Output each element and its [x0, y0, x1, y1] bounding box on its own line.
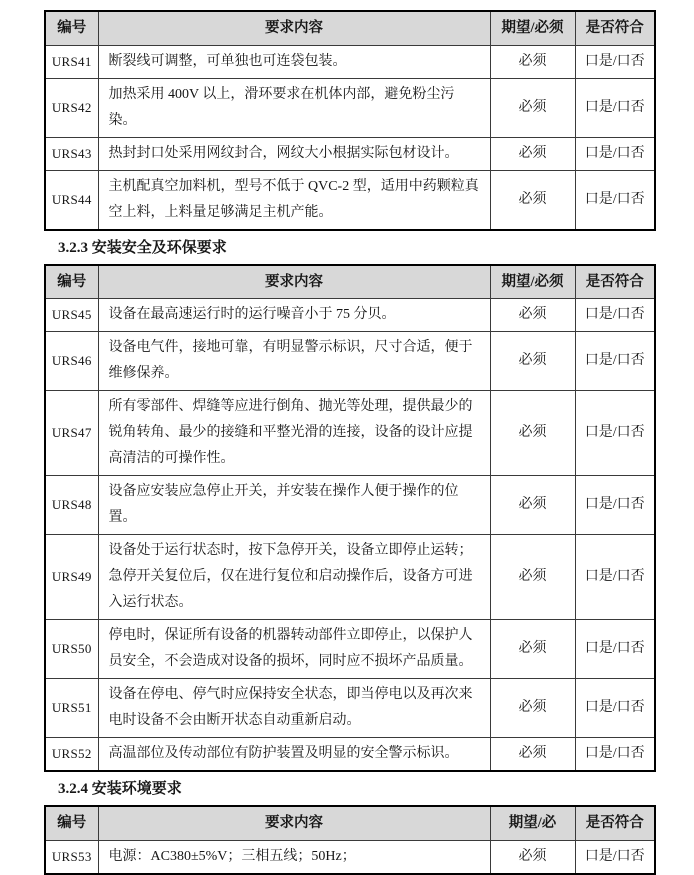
mandatory-value: 必须: [490, 391, 575, 476]
mandatory-value: 必须: [490, 45, 575, 78]
header-compliance: 是否符合: [575, 11, 655, 45]
compliance-options: 口是/口否: [575, 170, 655, 230]
compliance-options: 口是/口否: [575, 299, 655, 332]
mandatory-value: 必须: [490, 679, 575, 738]
compliance-options: 口是/口否: [575, 620, 655, 679]
requirement-id: URS53: [45, 840, 98, 874]
requirement-content: 电源：AC380±5%V；三相五线；50Hz；: [98, 840, 490, 874]
mandatory-value: 必须: [490, 840, 575, 874]
requirement-content: 主机配真空加料机，型号不低于 QVC-2 型，适用中药颗粒真空上料，上料量足够满足主机产能。: [98, 170, 490, 230]
urs-table-safety-environment: [44, 264, 656, 773]
section-heading-323: 3.2.3 安装安全及环保要求: [58, 239, 227, 256]
mandatory-value: 必须: [490, 78, 575, 137]
requirement-id: URS47: [45, 391, 98, 476]
requirement-id: URS46: [45, 332, 98, 391]
header-compliance: 是否符合: [575, 806, 655, 840]
header-content: 要求内容: [98, 806, 490, 840]
requirement-content: 热封封口处采用网纹封合，网纹大小根据实际包材设计。: [98, 137, 490, 170]
header-mandatory: 期望/必: [490, 806, 575, 840]
compliance-options: 口是/口否: [575, 840, 655, 874]
requirement-id: URS50: [45, 620, 98, 679]
requirement-id: URS45: [45, 299, 98, 332]
table-row: [45, 535, 655, 620]
requirement-id: URS52: [45, 738, 98, 772]
table-row: [45, 299, 655, 332]
mandatory-value: 必须: [490, 620, 575, 679]
requirement-content: 设备应安装应急停止开关，并安装在操作人便于操作的位置。: [98, 476, 490, 535]
header-content: 要求内容: [98, 11, 490, 45]
table-row: [45, 332, 655, 391]
requirement-content: 加热采用 400V 以上，滑环要求在机体内部，避免粉尘污染。: [98, 78, 490, 137]
urs-table-installation-environment: [44, 805, 656, 875]
requirement-content: 设备处于运行状态时，按下急停开关，设备立即停止运转；急停开关复位后，仅在进行复位和启动操作后，设备方可进入运行状态。: [98, 535, 490, 620]
header-mandatory: 期望/必须: [490, 11, 575, 45]
table-row: [45, 738, 655, 772]
requirement-content: 设备在停电、停气时应保持安全状态，即当停电以及再次来电时设备不会由断开状态自动重新启动。: [98, 679, 490, 738]
table-row: [45, 78, 655, 137]
table-row: [45, 620, 655, 679]
compliance-options: 口是/口否: [575, 45, 655, 78]
table-header-row: [45, 806, 655, 840]
header-id: 编号: [45, 265, 98, 299]
header-id: 编号: [45, 806, 98, 840]
header-mandatory: 期望/必须: [490, 265, 575, 299]
requirement-content: 高温部位及传动部位有防护装置及明显的安全警示标识。: [98, 738, 490, 772]
compliance-options: 口是/口否: [575, 137, 655, 170]
compliance-options: 口是/口否: [575, 535, 655, 620]
header-content: 要求内容: [98, 265, 490, 299]
table-row: [45, 476, 655, 535]
section-heading-324: 3.2.4 安装环境要求: [58, 781, 182, 797]
compliance-options: 口是/口否: [575, 391, 655, 476]
requirement-content: 停电时，保证所有设备的机器转动部件立即停止，以保护人员安全，不会造成对设备的损坏，同时应不损坏产品质量。: [98, 620, 490, 679]
compliance-options: 口是/口否: [575, 738, 655, 772]
table-row: [45, 391, 655, 476]
header-compliance: 是否符合: [575, 265, 655, 299]
mandatory-value: 必须: [490, 170, 575, 230]
requirement-id: URS43: [45, 137, 98, 170]
compliance-options: 口是/口否: [575, 476, 655, 535]
table-header-row: [45, 265, 655, 299]
table-header-row: [45, 11, 655, 45]
compliance-options: 口是/口否: [575, 332, 655, 391]
compliance-options: 口是/口否: [575, 78, 655, 137]
requirement-content: 设备电气件，接地可靠，有明显警示标识，尺寸合适，便于维修保养。: [98, 332, 490, 391]
requirement-id: URS51: [45, 679, 98, 738]
requirement-id: URS48: [45, 476, 98, 535]
mandatory-value: 必须: [490, 738, 575, 772]
urs-table-machine-requirements: [44, 10, 656, 231]
requirement-content: 断裂线可调整，可单独也可连袋包装。: [98, 45, 490, 78]
requirement-id: URS42: [45, 78, 98, 137]
header-id: 编号: [45, 11, 98, 45]
table-row: [45, 137, 655, 170]
mandatory-value: 必须: [490, 476, 575, 535]
table-row: [45, 679, 655, 738]
mandatory-value: 必须: [490, 137, 575, 170]
requirement-content: 所有零部件、焊缝等应进行倒角、抛光等处理，提供最少的锐角转角、最少的接缝和平整光滑的连接，设备的设计应提高清洁的可操作性。: [98, 391, 490, 476]
requirement-id: URS49: [45, 535, 98, 620]
requirement-content: 设备在最高速运行时的运行噪音小于 75 分贝。: [98, 299, 490, 332]
mandatory-value: 必须: [490, 299, 575, 332]
mandatory-value: 必须: [490, 535, 575, 620]
table-row: [45, 45, 655, 78]
requirement-id: URS44: [45, 170, 98, 230]
mandatory-value: 必须: [490, 332, 575, 391]
requirement-id: URS41: [45, 45, 98, 78]
compliance-options: 口是/口否: [575, 679, 655, 738]
table-row: [45, 170, 655, 230]
table-row: [45, 840, 655, 874]
urs-document-page: [44, 10, 654, 875]
